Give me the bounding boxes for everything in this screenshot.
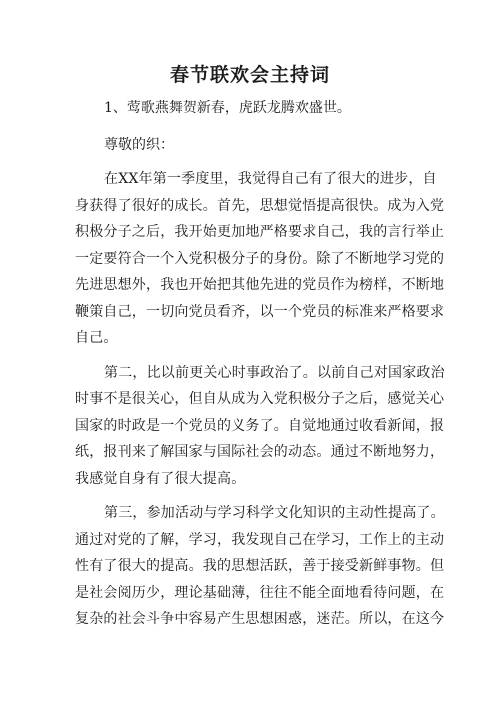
text-line: 第二，比以前更关心时事政治了。以前自己对国家政治: [104, 364, 445, 381]
paragraph-3: [75, 500, 445, 633]
paragraph-2: [75, 360, 445, 493]
text-line: 自己。: [75, 330, 118, 346]
text-line: 性有了很大的提高。我的思想活跃，善于接受新鲜事物。但: [75, 558, 445, 574]
text-line: 是社会阅历少，理论基础薄，往往不能全面地看待问题，在: [75, 584, 445, 601]
text-line: 一定要符合一个入党积极分子的身份。除了不断地学习党的: [75, 250, 445, 267]
text-line: 在XX年第一季度里，我觉得自己有了很大的进步，自: [104, 171, 437, 187]
text-line: 我感觉自身有了很大提高。: [75, 470, 246, 487]
text-line: 国家的时政是一个党员的义务了。自觉地通过收看新闻，报: [75, 417, 445, 434]
text-line: 复杂的社会斗争中容易产生思想困惑，迷茫。所以，在这今: [75, 611, 445, 627]
text-line: 先进思想外，我也开始把其他先进的党员作为榜样，不断地: [75, 277, 445, 293]
paragraph-1: [75, 166, 445, 352]
text-line: 鞭策自己，一切向党员看齐，以一个党员的标准来严格要求: [75, 303, 445, 320]
text-line: 纸，报刊来了解国家与国际社会的动态。通过不断地努力，: [75, 444, 445, 460]
document-title: 春节联欢会主持词: [169, 64, 330, 86]
text-line: 积极分子之后，我开始更加地严格要求自己，我的言行举止: [75, 224, 445, 240]
document-body: [75, 166, 445, 641]
document-subtitle: 1、莺歌燕舞贺新春，虎跃龙腾欢盛世。: [104, 100, 351, 116]
text-line: 身获得了很好的成长。首先，思想觉悟提高很快。成为入党: [75, 197, 445, 214]
text-line: 时事不是很关心，但自从成为入党积极分子之后，感觉关心: [75, 391, 445, 407]
text-line: 第三，参加活动与学习科学文化知识的主动性提高了。: [104, 505, 445, 521]
document-salutation: 尊敬的织：: [104, 137, 174, 153]
text-line: 通过对党的了解，学习，我发现自己在学习，工作上的主动: [75, 531, 445, 548]
